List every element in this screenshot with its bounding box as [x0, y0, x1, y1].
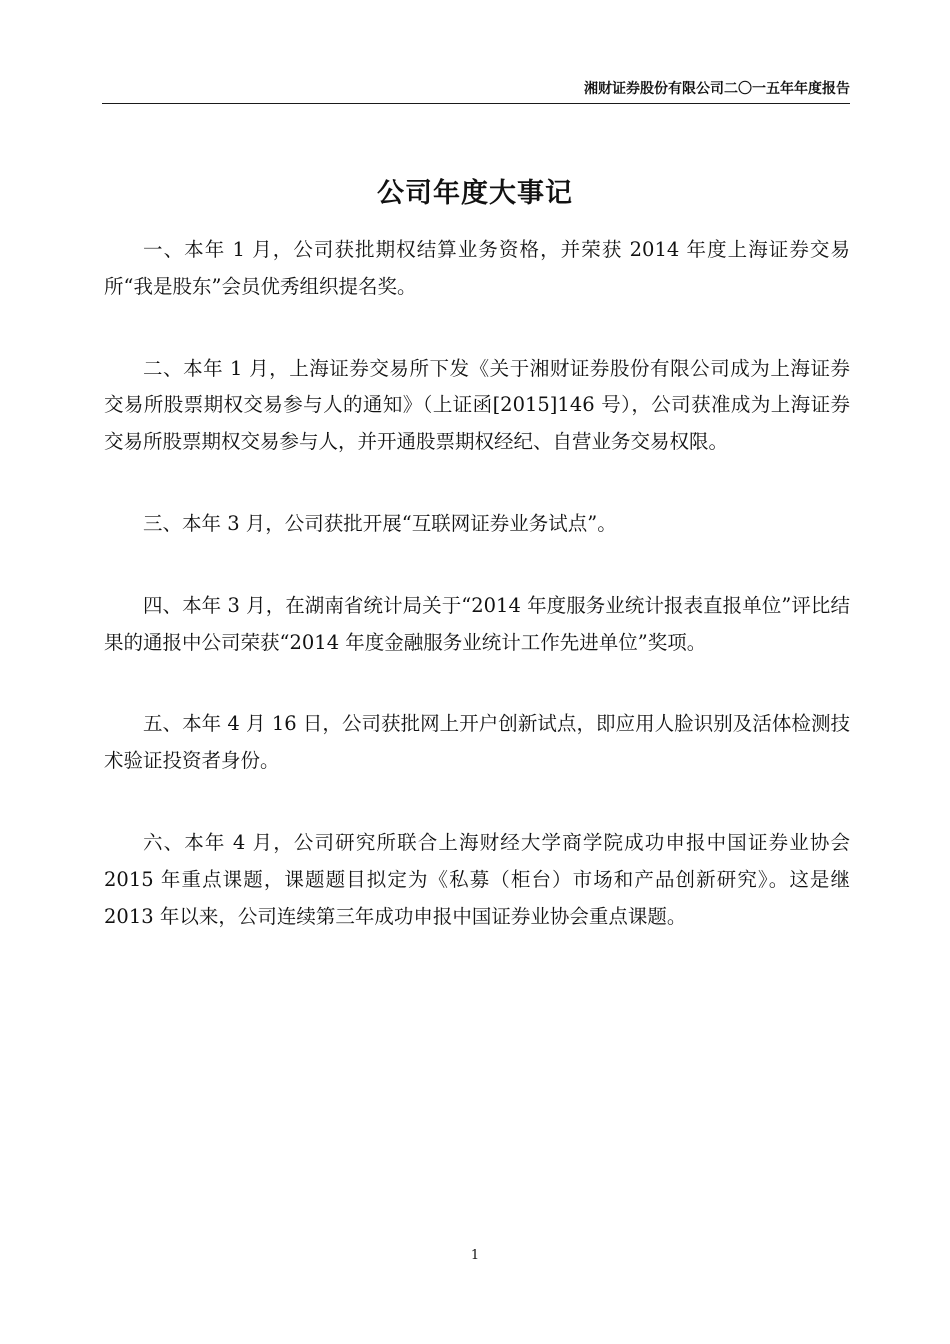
event-paragraph-4: 四、本年 3 月，在湖南省统计局关于“2014 年度服务业统计报表直报单位”评比结果的通报中公司荣获“2014 年度金融服务业统计工作先进单位”奖项。: [104, 593, 850, 654]
event-paragraph-6: 六、本年 4 月，公司研究所联合上海财经大学商学院成功申报中国证券业协会 2015 年重点课题，课题题目拟定为《私募（柜台）市场和产品创新研究》。这是继 2013 年以来，公司连续第三年成功申报中国证券业协会重点课题。: [104, 830, 850, 928]
event-paragraph-2: 二、本年 1 月，上海证券交易所下发《关于湘财证券股份有限公司成为上海证券交易所股票期权交易参与人的通知》（上证函[2015]146 号），公司获准成为上海证券交易所股票期权交易参与人，并开通股票期权经纪、自营业务交易权限。: [104, 356, 850, 454]
event-paragraph-1: 一、本年 1 月，公司获批期权结算业务资格，并荣获 2014 年度上海证券交易所“我是股东”会员优秀组织提名奖。: [104, 238, 850, 298]
header-report-title: 湘财证券股份有限公司二〇一五年年度报告: [584, 81, 850, 97]
events-list: [104, 232, 850, 980]
page-number: 1: [470, 1248, 480, 1263]
event-paragraph-3: 三、本年 3 月，公司获批开展“互联网证券业务试点”。: [143, 511, 617, 535]
running-header: [102, 76, 850, 104]
event-paragraph-5: 五、本年 4 月 16 日，公司获批网上开户创新试点，即应用人脸识别及活体检测技术验证投资者身份。: [104, 712, 850, 773]
page-title: 公司年度大事记: [377, 178, 573, 209]
